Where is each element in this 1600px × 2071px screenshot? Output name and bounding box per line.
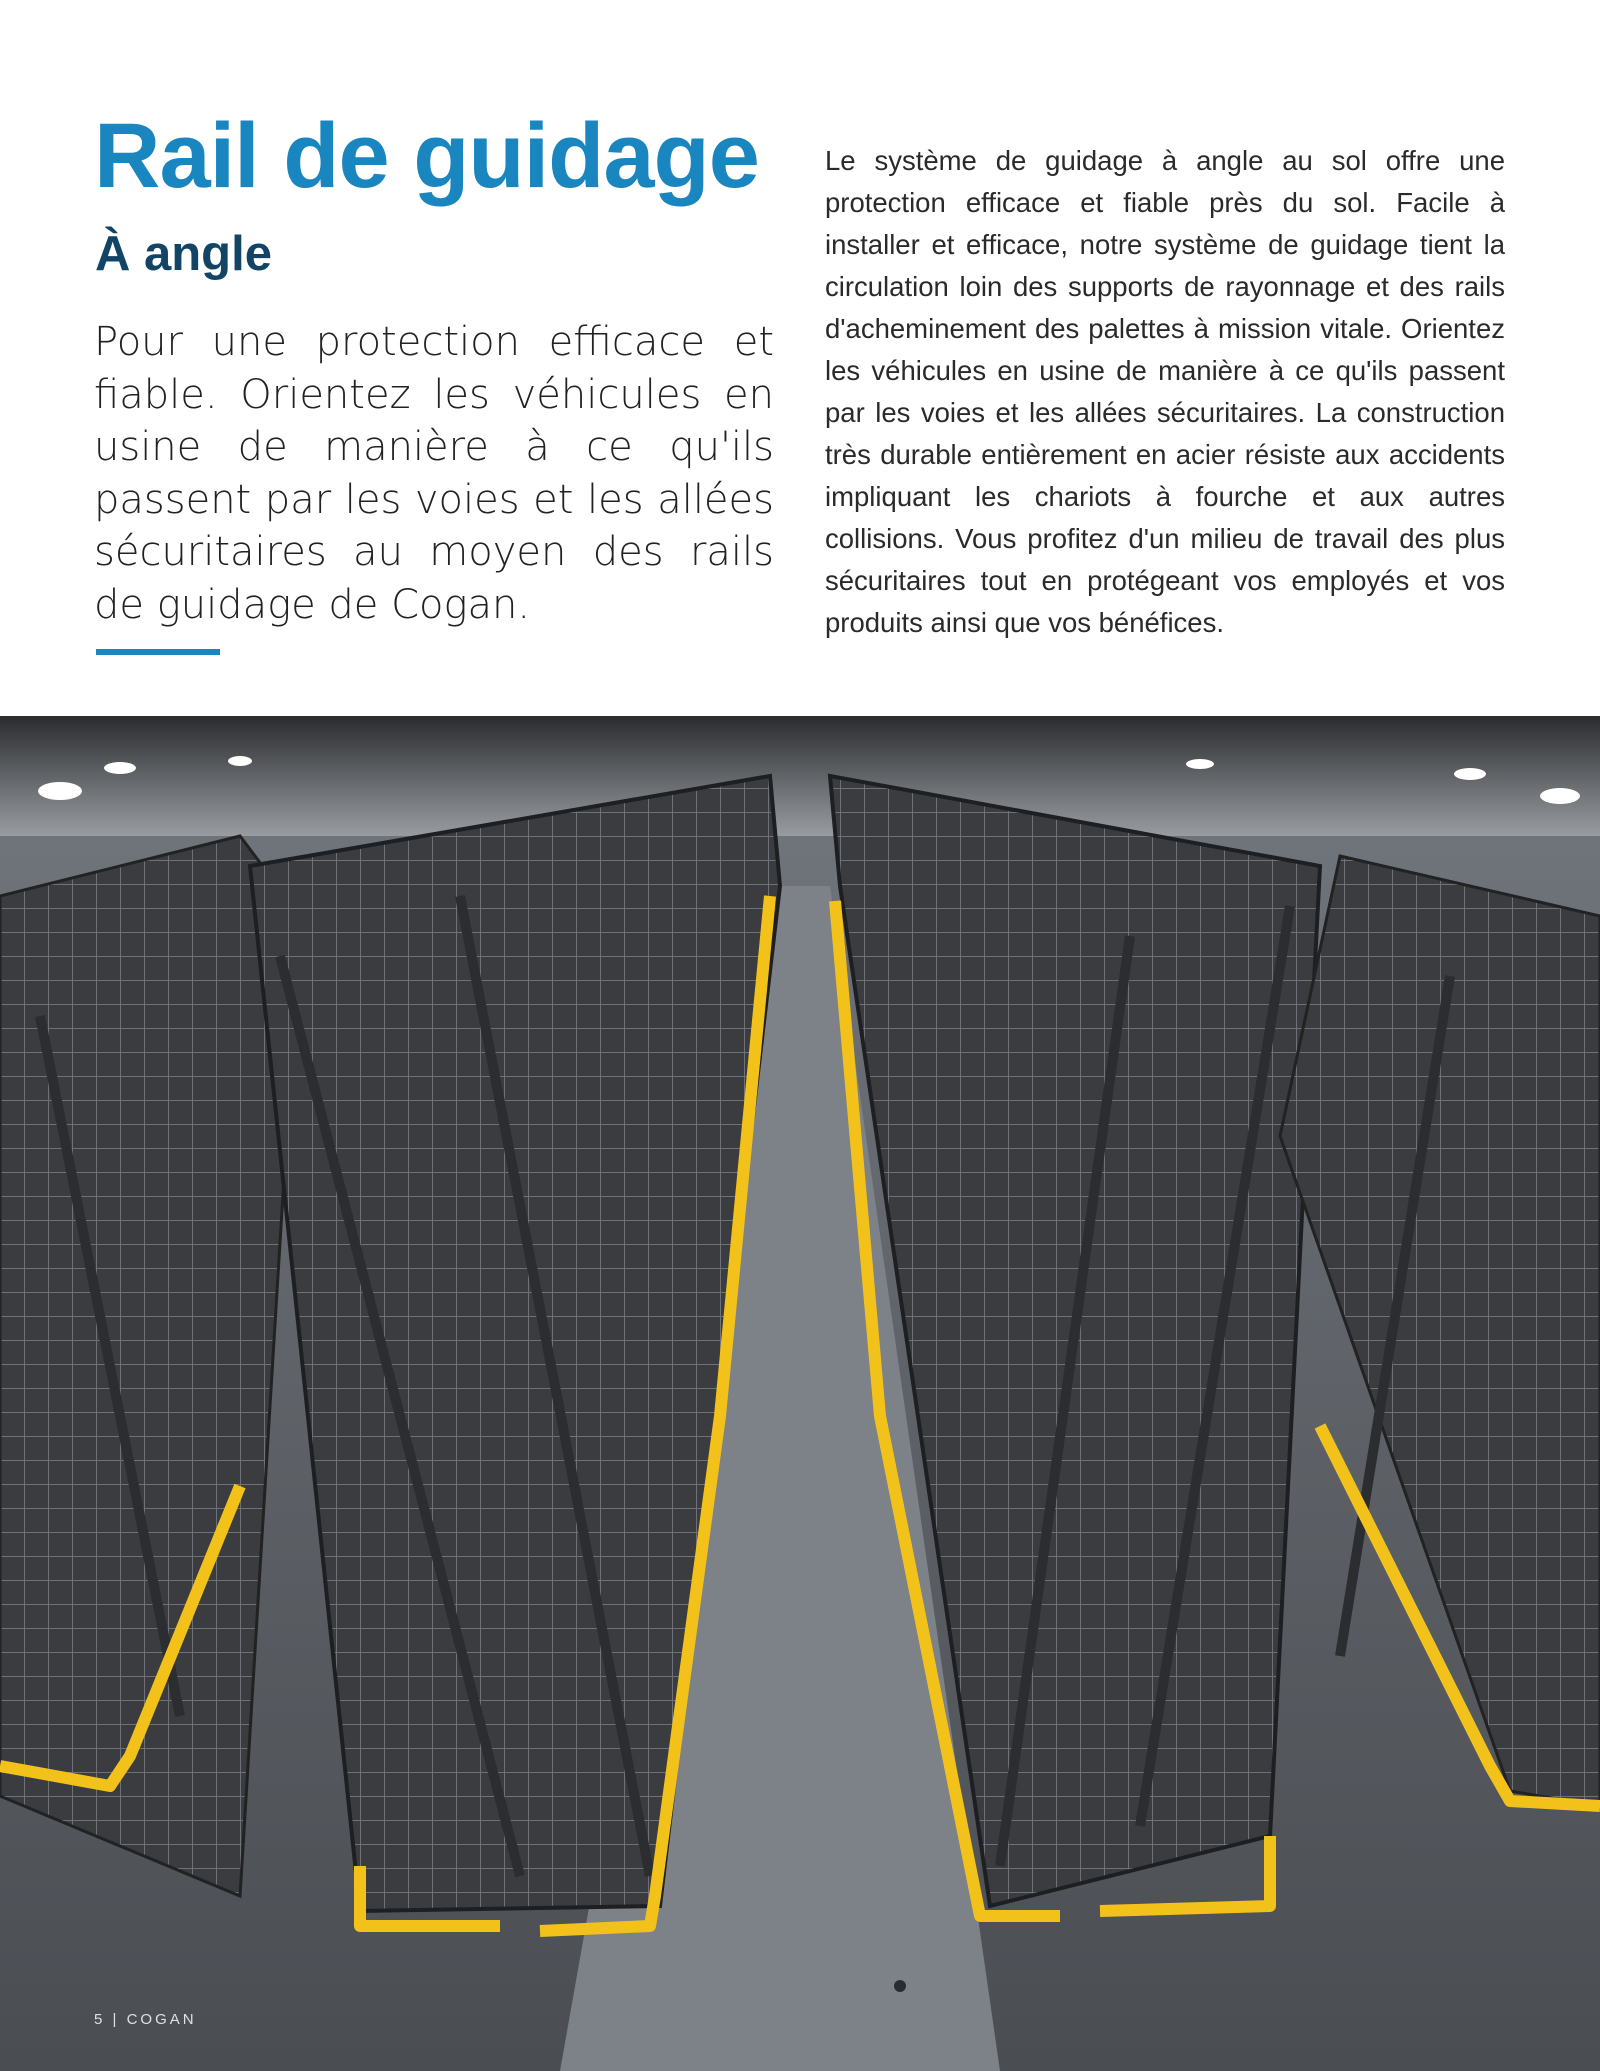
floor-mark — [894, 1980, 906, 1992]
description-paragraph: Le système de guidage à angle au sol offre une protection efficace et fiable près du sol. Facile à installer et efficace, notre système de guidage tient la circulation loin des supports de rayonnage et des rails d'acheminement des palettes à mission vitale. Orientez les véhicules en usine de manière à ce qu'ils passent par les voies et les allées sécuritaires. La construction très durable entièrement en acier résiste aux accidents impliquant les chariots à fourche et aux autres collisions. Vous profitez d'un milieu de travail des plus sécuritaires tout en protégeant vos employés et vos produits ainsi que vos bénéfices. — [825, 145, 1505, 638]
warehouse-photo — [0, 716, 1600, 2071]
page-subtitle: À angle — [95, 227, 272, 281]
page-footer: 5 | COGAN — [94, 2011, 197, 2028]
intro-paragraph: Pour une protection efficace et fiable. Orientez les véhicules en usine de manière à ce qu'ils passent par les voies et les allées sécuritaires au moyen des rails de guidage de Cogan. — [94, 319, 774, 628]
accent-rule — [96, 649, 220, 655]
page-title: Rail de guidage — [94, 105, 759, 207]
